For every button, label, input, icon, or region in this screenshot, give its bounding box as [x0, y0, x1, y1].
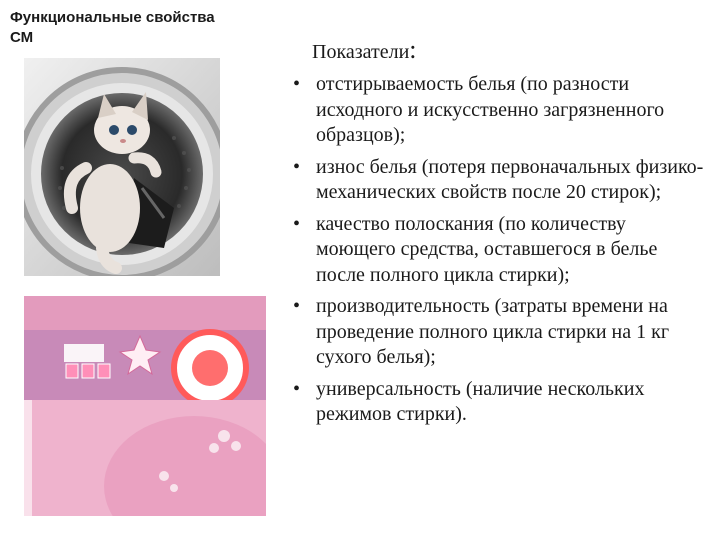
bullet-icon: • [293, 212, 301, 235]
cat-in-drum-illustration [24, 58, 220, 276]
list-item [290, 212, 710, 289]
list-item [290, 72, 710, 149]
toy-washing-machine-photo [24, 296, 266, 516]
bullet-icon: • [293, 73, 301, 95]
indicators-list [290, 72, 710, 434]
bullet-icon: • [293, 155, 301, 178]
list-item-text: износ белья (потеря первоначальных физико-механических свойств после 20 стирок); [316, 155, 704, 203]
indicators-heading-text: Показатели [312, 41, 410, 63]
slide-title-line-2: СМ [10, 29, 34, 46]
slide-title-line-1: Функциональные свойства [10, 9, 215, 26]
indicators-heading-colon: : [409, 35, 417, 64]
toy-washing-machine-illustration [24, 296, 266, 516]
indicators-heading [312, 36, 417, 66]
list-item-text: производительность (затраты времени на проведение полного цикла стирки на 1 кг сухого белья); [316, 295, 670, 368]
slide-title [10, 8, 280, 48]
bullet-icon: • [293, 295, 301, 317]
list-item-text: универсальность (наличие нескольких режимов стирки). [316, 377, 645, 425]
list-item-text: качество полоскания (по количеству моющего средства, оставшегося в белье после полного цикла стирки); [316, 212, 658, 286]
list-item-text: отстирываемость белья (по разности исходного и искусственно загрязненного образцов); [316, 73, 665, 146]
list-item [290, 377, 710, 428]
list-item [290, 294, 710, 371]
cat-in-drum-photo [24, 58, 220, 276]
bullet-icon: • [293, 377, 301, 400]
list-item [290, 155, 710, 206]
